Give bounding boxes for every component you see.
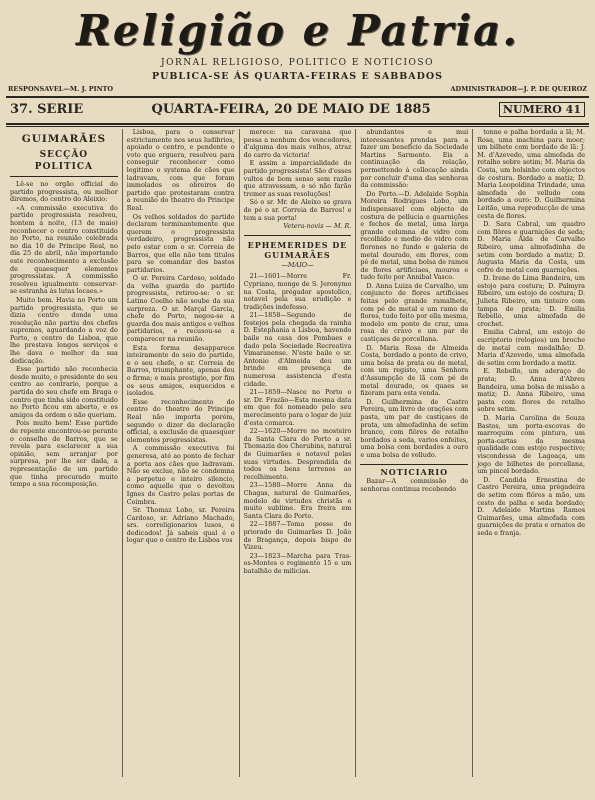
paragraph: Lisboa, para o conservar estrictamente nos seus ludibrios, apoiado o centro, e pendente o voto que erguera, resolveu para conseguir reconhecer como legitimo o systema de cães que ladravam, com que foram immolados os obreiros do partido que protestaram contra a reunião do theatro do Principe Real. xyxy=(126,129,235,212)
paragraph: Os velhos soldados do partido declaram terminantemente que querem o progressista verdadeiro, progressista não pelo estar com o sr. Correia de Barros, que elle não tem titulos para se comandar dos bastos partidarios. xyxy=(126,212,235,274)
paragraph: D. Candida Ernestina de Castro Pereira, uma prégadeira de setim com flôres a mão, um cesto de palha e seda bordado; D. Adelaide Martins Ramos Guimarães, uma almofada com guarnições de prata e ornatos de seda e franja. xyxy=(477,475,585,537)
paragraph: Pois muito bem! Esse partido de repente encontrou-se perante o conselho de Barros, que se revela para esclarecer a sua opinião, sem arranjar por surpresa, por lhe ser dada, a representação de um partido que tinha procurado muito tempo a sua recomposição. xyxy=(10,419,118,489)
divider xyxy=(360,464,468,465)
paragraph: 23—1580—Morre Anna da Chagas, natural de Guimarães, modelo de virtudes christãs e muito sublime. Era freira em Santa Clara do Porto. xyxy=(243,481,352,520)
section-heading-noticiario: NOTICIARIO xyxy=(380,466,449,477)
issue-date: QUARTA-FEIRA, 20 DE MAIO DE 1885 xyxy=(151,101,431,117)
paragraph: E. Rebello, um aderaço de prata; D. Anna d'Abreu Bandeira, uma bolsa de missão a matiz; D. Anna Ribeiro, uma pasta com flores de retalho sobre setim. xyxy=(477,367,585,414)
dateline-rule-thin xyxy=(6,126,589,127)
paragraph: Esse partido não reconhecia desde muito, o presidente do seu centro ao contrario, porque a partida do seu chefe em Braga o centro que tinha sido constituido no Porto ficou em aberto, e os amigos da ordem o não queriam. xyxy=(10,365,118,419)
newspaper-title: Religião e Patria. xyxy=(75,6,520,55)
dateline xyxy=(6,98,589,120)
paragraph: 22—1620—Morre no mosteiro da Santa Clara do Porto a sr. Thomazia dos Cherubins, natural de Guimarães e notavel pelas suas virtudes. Desprendida de todos os bens terrenos ao recolhimento. xyxy=(243,427,352,481)
article-columns xyxy=(6,129,589,777)
paragraph: D. Guilhermina de Castro Pereira, um livro de orações com pasta, um par de castiçaes de prata, um almofadinha de setim branco, com flôres de retalho bordados a seda, varios enfeites, uma bolsa com bordados a ouro e uma bolsa de velludo. xyxy=(360,397,469,459)
paragraph: Esta forma desapparece inteiramente do seio do partido, e o seu chefe, o sr. Correia de Barros, triumphante, apenas deu o firma; e mais prestigio, por fim os seus amigos, esquecidos e isolados. xyxy=(126,343,235,398)
paragraph: Sr. Thomaz Lobo, sr. Pereira Cardoso, sr. Adriano Machado, srs. correligionarios lusos, e dedicados! Já sabeis qual é o logar que o centro de Lisboa vos xyxy=(126,506,235,545)
paragraph: Lê-se no orgão official do partido progressista, ou melhor diremos, do centro do Aleixio: xyxy=(10,180,118,204)
paragraph: Emilia Cabral, um estojo de escriptorio (relogios) um broche de metal com medalhão; D. Maria d'Azevedo, uma almofada de setim com bordado a matiz. xyxy=(477,328,585,367)
column-4 xyxy=(355,129,472,777)
paragraph: D. Anna Luiza de Carvalho, um conjuncto de flores artificiaes feitas pelo grande ramalhete, com pé de metal e um ramo de flores, tudo feito por ella mesma, modelo em ponto de cruz, uma rosa de cravo e um par de castiçaes de porcellana. xyxy=(360,281,469,344)
paragraph: O sr. Pereira Cardoso, soldado da velha guarda do partido progressista, retirou-se: o sr. Latino Coelho não soube da sua surpreza. O sr. Marçal Garcia, chefe do Porto, negou-se a guarda dos mais antigos e velhos partidarios, e recusou-se a comparecer na reunião. xyxy=(126,274,235,344)
paragraph: D. Maria Rosa de Almeida Costa, bordado a ponto de crivo, uma bolsa de prata ou de metal, com um registo, uma Senhora d'Assumpção de lã com pé de metal dourado, os quaes se fizeram para esta venda. xyxy=(360,343,469,398)
administrador: ADMINISTRADOR—J. P. DE QUEIROZ xyxy=(450,85,587,93)
issue-number: NUMERO 41 xyxy=(499,102,585,117)
paragraph: merece: na caravana que possa a nenhum dos vencedores, d'alguma dos mais velhos, atraz do carro da victoria! xyxy=(243,129,352,159)
paragraph: A commissão executiva foi generosa, até ao ponto de fechar a porta aos cães que ladravam. Não se exclue, não se condemna a perpetuo e inteiro silencio, como aquelle que o devoltou Ignes de Castro pelas portas de Coimbra. xyxy=(126,444,235,506)
paragraph: D. Sara Cabral, um quadro com flôres e guarnições de seda; D. Maria Alda de Carvalho Ribeiro, uma almofadinha de setim com bordado a matiz; D. Augusta Maria da Costa, um cofre de metal com guarnições. xyxy=(477,220,585,274)
paragraph: D. Maria Carolina de Souza Bastos, um porta-escovas de marroquim com pintura, um porta-cartas da mesma qualidade com estojo respectivo; viscondessa de Lagoaça, um jogo de bilhetes de porcellana, um pincel bordado. xyxy=(477,413,585,476)
paragraph: D. Irene de Lima Bandeira, um estojo para costura; D. Palmyra Ribeiro, um estojo de costura; D. Julieta Ribeiro, um tinteiro com tampa de prata; D. Emilia Rebello, uma almofada de crochet. xyxy=(477,274,585,328)
paragraph: Muito bem. Havia no Porto um partido progressista, que se dizia centro donde uma resolução não partiu dos chefes supremos, aguardando a voz do Porto, o centro de Lisboa, que lhe prestava longos serviços e lhe dava o melhor da sua dedicação. xyxy=(10,295,118,365)
paragraph: Só o sr. Mr. de Aleixo se grava de pé o sr. Correia de Barros! e tem a sua porta! xyxy=(243,198,352,222)
serie: 37. SERIE xyxy=(10,101,84,117)
paragraph: Bazar—A commissão de senhoras continua recebendo xyxy=(360,477,469,493)
dateline-rule xyxy=(6,123,589,125)
column-3 xyxy=(239,129,356,777)
paragraph: tonne e palha bordada a lã; M. Rosa, uma machina para moer; um bilhete com bordado de lã: J. M. d'Azevedo, uma almofada de retalho sobre setim; M. Maria da Costa, um bolsinho com objectos de costura. Bordado a matiz; D. Maria Leopoldina Trindade, uma almofada de velludo com bordado a ouro: D. Guilhermina Leitão, uma reproducção de uma cesta de flores. xyxy=(477,129,585,220)
masthead xyxy=(6,6,589,93)
paragraph: 23—1823—Marcha para Tras-os-Montes o regimento 15 e um batalhão de milicias. xyxy=(243,551,352,575)
section-subheading-maio: —MAIO— xyxy=(281,260,314,269)
paragraph: «A commissão executiva do partido progressista resolveu, hontem á noite, (13 de maio) reconhecer o centro constituido no Porto, na reunião celebrada no dia 10 de Principe Real, no dia 25 de abril, não importando este reconhecimento a exclusão de quaesquer elementos progressistas. A commissão resolveu igualmente conservar-se estranha ás lutas locaes.» xyxy=(10,203,118,296)
publication-days: PUBLICA-SE ÁS QUARTA-FEIRAS E SABBADOS xyxy=(151,71,444,82)
section-heading-guimaraes: GUIMARÃES xyxy=(21,133,107,145)
staff-line xyxy=(6,85,589,93)
paragraph: Esse reconhecimento do centro do theatro do Principe Real não importa porém, segundo o dizer da declaração official, a exclusão de quaesquer elementos progressistas. xyxy=(126,397,235,444)
section-heading-ephemerides: EPHEMERIDES DE GUIMARÃES xyxy=(247,239,348,260)
paragraph: E assim a imparcialidade do partido progressista! São d'esses vultos de bom senso sem razão que atravessam, e só não farão tremer as suas resoluções! xyxy=(243,159,352,198)
paragraph: abundantes e mui interessantes prendas para a fazer um beneficio da Sociedade Martins Sarmento. Eis a continuação da relação, permettendo á collocação ainda por concluir d'uma das senhoras da commissão: xyxy=(360,129,469,190)
paragraph: 21—1858—Segundo de festejos pela chegada da rainha D. Estephania a Lisboa, havendo baile na casa dos Pombaes e dado pela Sociedade Recreativa Vimaranense. N'este baile o sr. Antonio d'Almeida deu um brinde em presença de numerosa assistencia d'esta cidade. xyxy=(243,311,352,388)
responsavel: RESPONSAVEL—M. J. PINTO xyxy=(8,85,114,93)
column-5 xyxy=(472,129,589,777)
column-1 xyxy=(6,129,122,777)
newspaper-subtitle: JORNAL RELIGIOSO, POLITICO E NOTICIOSO xyxy=(161,58,434,68)
paragraph: 21—1859—Nasce no Porto o sr. Dr. Frazão—Esta mesma data em que foi nomeado pelo seu merecimento para o logar de juiz d'esta comarca. xyxy=(243,388,352,427)
column-2 xyxy=(122,129,239,777)
paragraph: 21—1601—Morre Fr. Cypriano, monge de S. Jeronymo na Costa, prégador apostolico, notavel pela sua erudição e tradições indefesso. xyxy=(243,272,352,311)
section-heading-politica: SECÇÃO POLITICA xyxy=(10,149,118,177)
divider xyxy=(244,235,352,236)
paragraph: Do Porto.—D. Adelaide Sophia Moreira Rodrigues Lobo, um indispensavel com objecto de costura de pellucia e guarnições e fechos de metal, uma larga grande columna de vidro com recolhido e medio de vidro com florones no fundo e galeria de metal dourado, em flores, com pé de metal, uma bolsa de ramos de flores artificiaes, mouros e tudo feito por Annibal Vasco. xyxy=(360,189,469,282)
signature: Vetera-novis — M. R. xyxy=(283,222,352,231)
paragraph: 22—1887—Toma posse do priorado de Guimarães D. João de Bragança, depois bispo de Vizeu. xyxy=(243,520,352,552)
